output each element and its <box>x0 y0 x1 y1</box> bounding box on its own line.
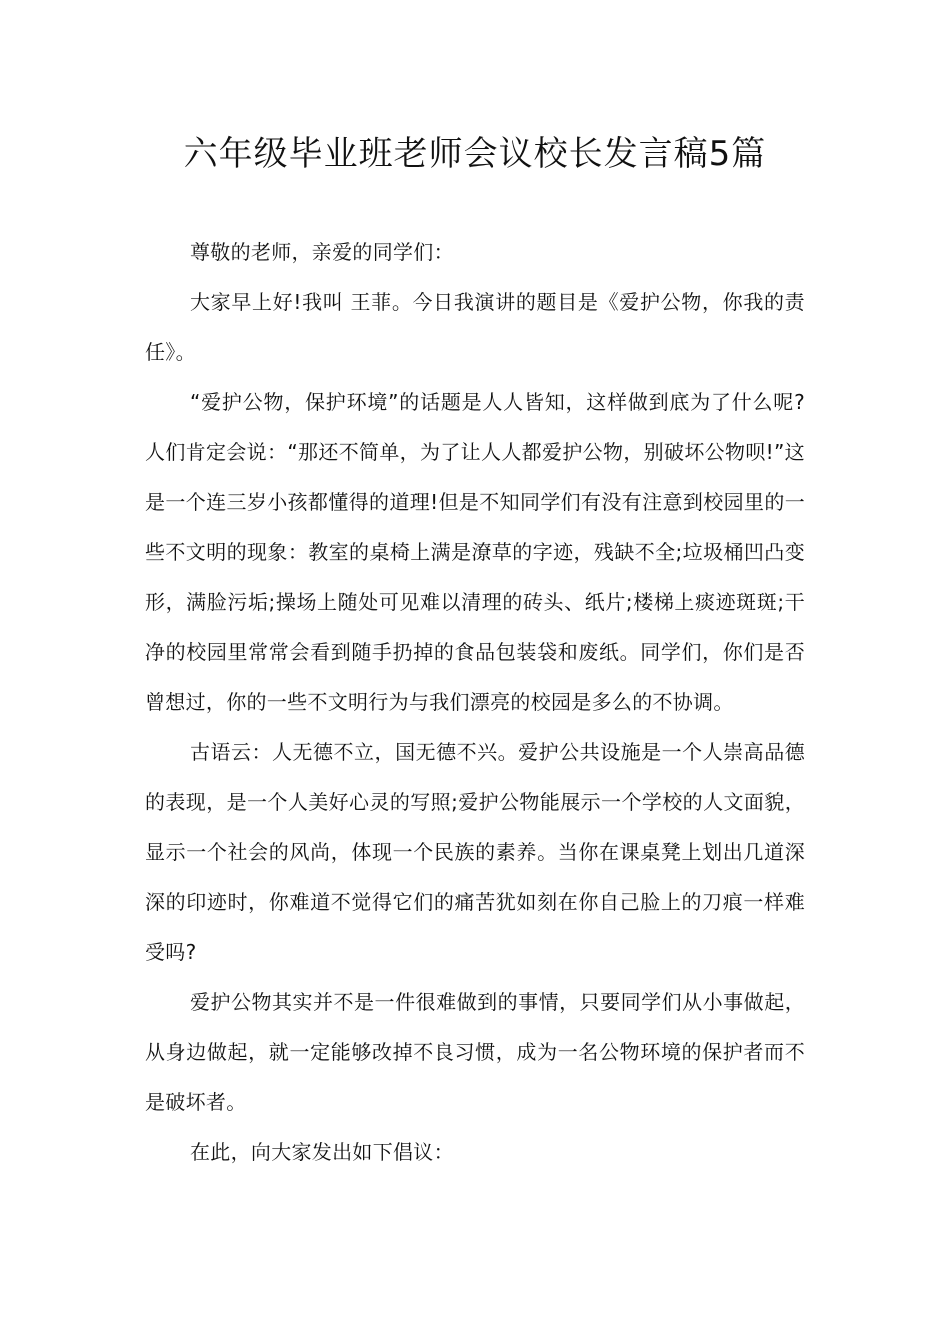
paragraph-intro: 大家早上好!我叫 王菲。今日我演讲的题目是《爱护公物，你我的责任》。 <box>145 290 805 364</box>
document-body <box>145 227 805 1177</box>
paragraph-habits: 爱护公物其实并不是一件很难做到的事情，只要同学们从小事做起，从身边做起，就一定能够改掉不良习惯，成为一名公物环境的保护者而不是破坏者。 <box>145 990 805 1114</box>
paragraph-greeting: 尊敬的老师，亲爱的同学们： <box>190 240 454 264</box>
paragraph-proverb: 古语云：人无德不立，国无德不兴。爱护公共设施是一个人崇高品德的表现，是一个人美好心灵的写照;爱护公物能展示一个学校的人文面貌，显示一个社会的风尚，体现一个民族的素养。当你在课桌凳上划出几道深深的印迹时，你难道不觉得它们的痛苦犹如刻在你自己脸上的刀痕一样难受吗? <box>145 740 805 964</box>
document-title: 六年级毕业班老师会议校长发言稿5篇 <box>183 134 767 174</box>
paragraph-phenomena: “爱护公物，保护环境”的话题是人人皆知，这样做到底为了什么呢?人们肯定会说：“那还不简单，为了让人人都爱护公物，别破坏公物呗!”这是一个连三岁小孩都懂得的道理!但是不知同学们有没有注意到校园里的一些不文明的现象：教室的桌椅上满是潦草的字迹，残缺不全;垃圾桶凹凸变形，满脸污垢;操场上随处可见难以清理的砖头、纸片;楼梯上痰迹斑斑;干净的校园里常常会看到随手扔掉的食品包装袋和废纸。同学们，你们是否曾想过，你的一些不文明行为与我们漂亮的校园是多么的不协调。 <box>145 390 805 714</box>
paragraph-proposal: 在此，向大家发出如下倡议： <box>190 1140 454 1164</box>
